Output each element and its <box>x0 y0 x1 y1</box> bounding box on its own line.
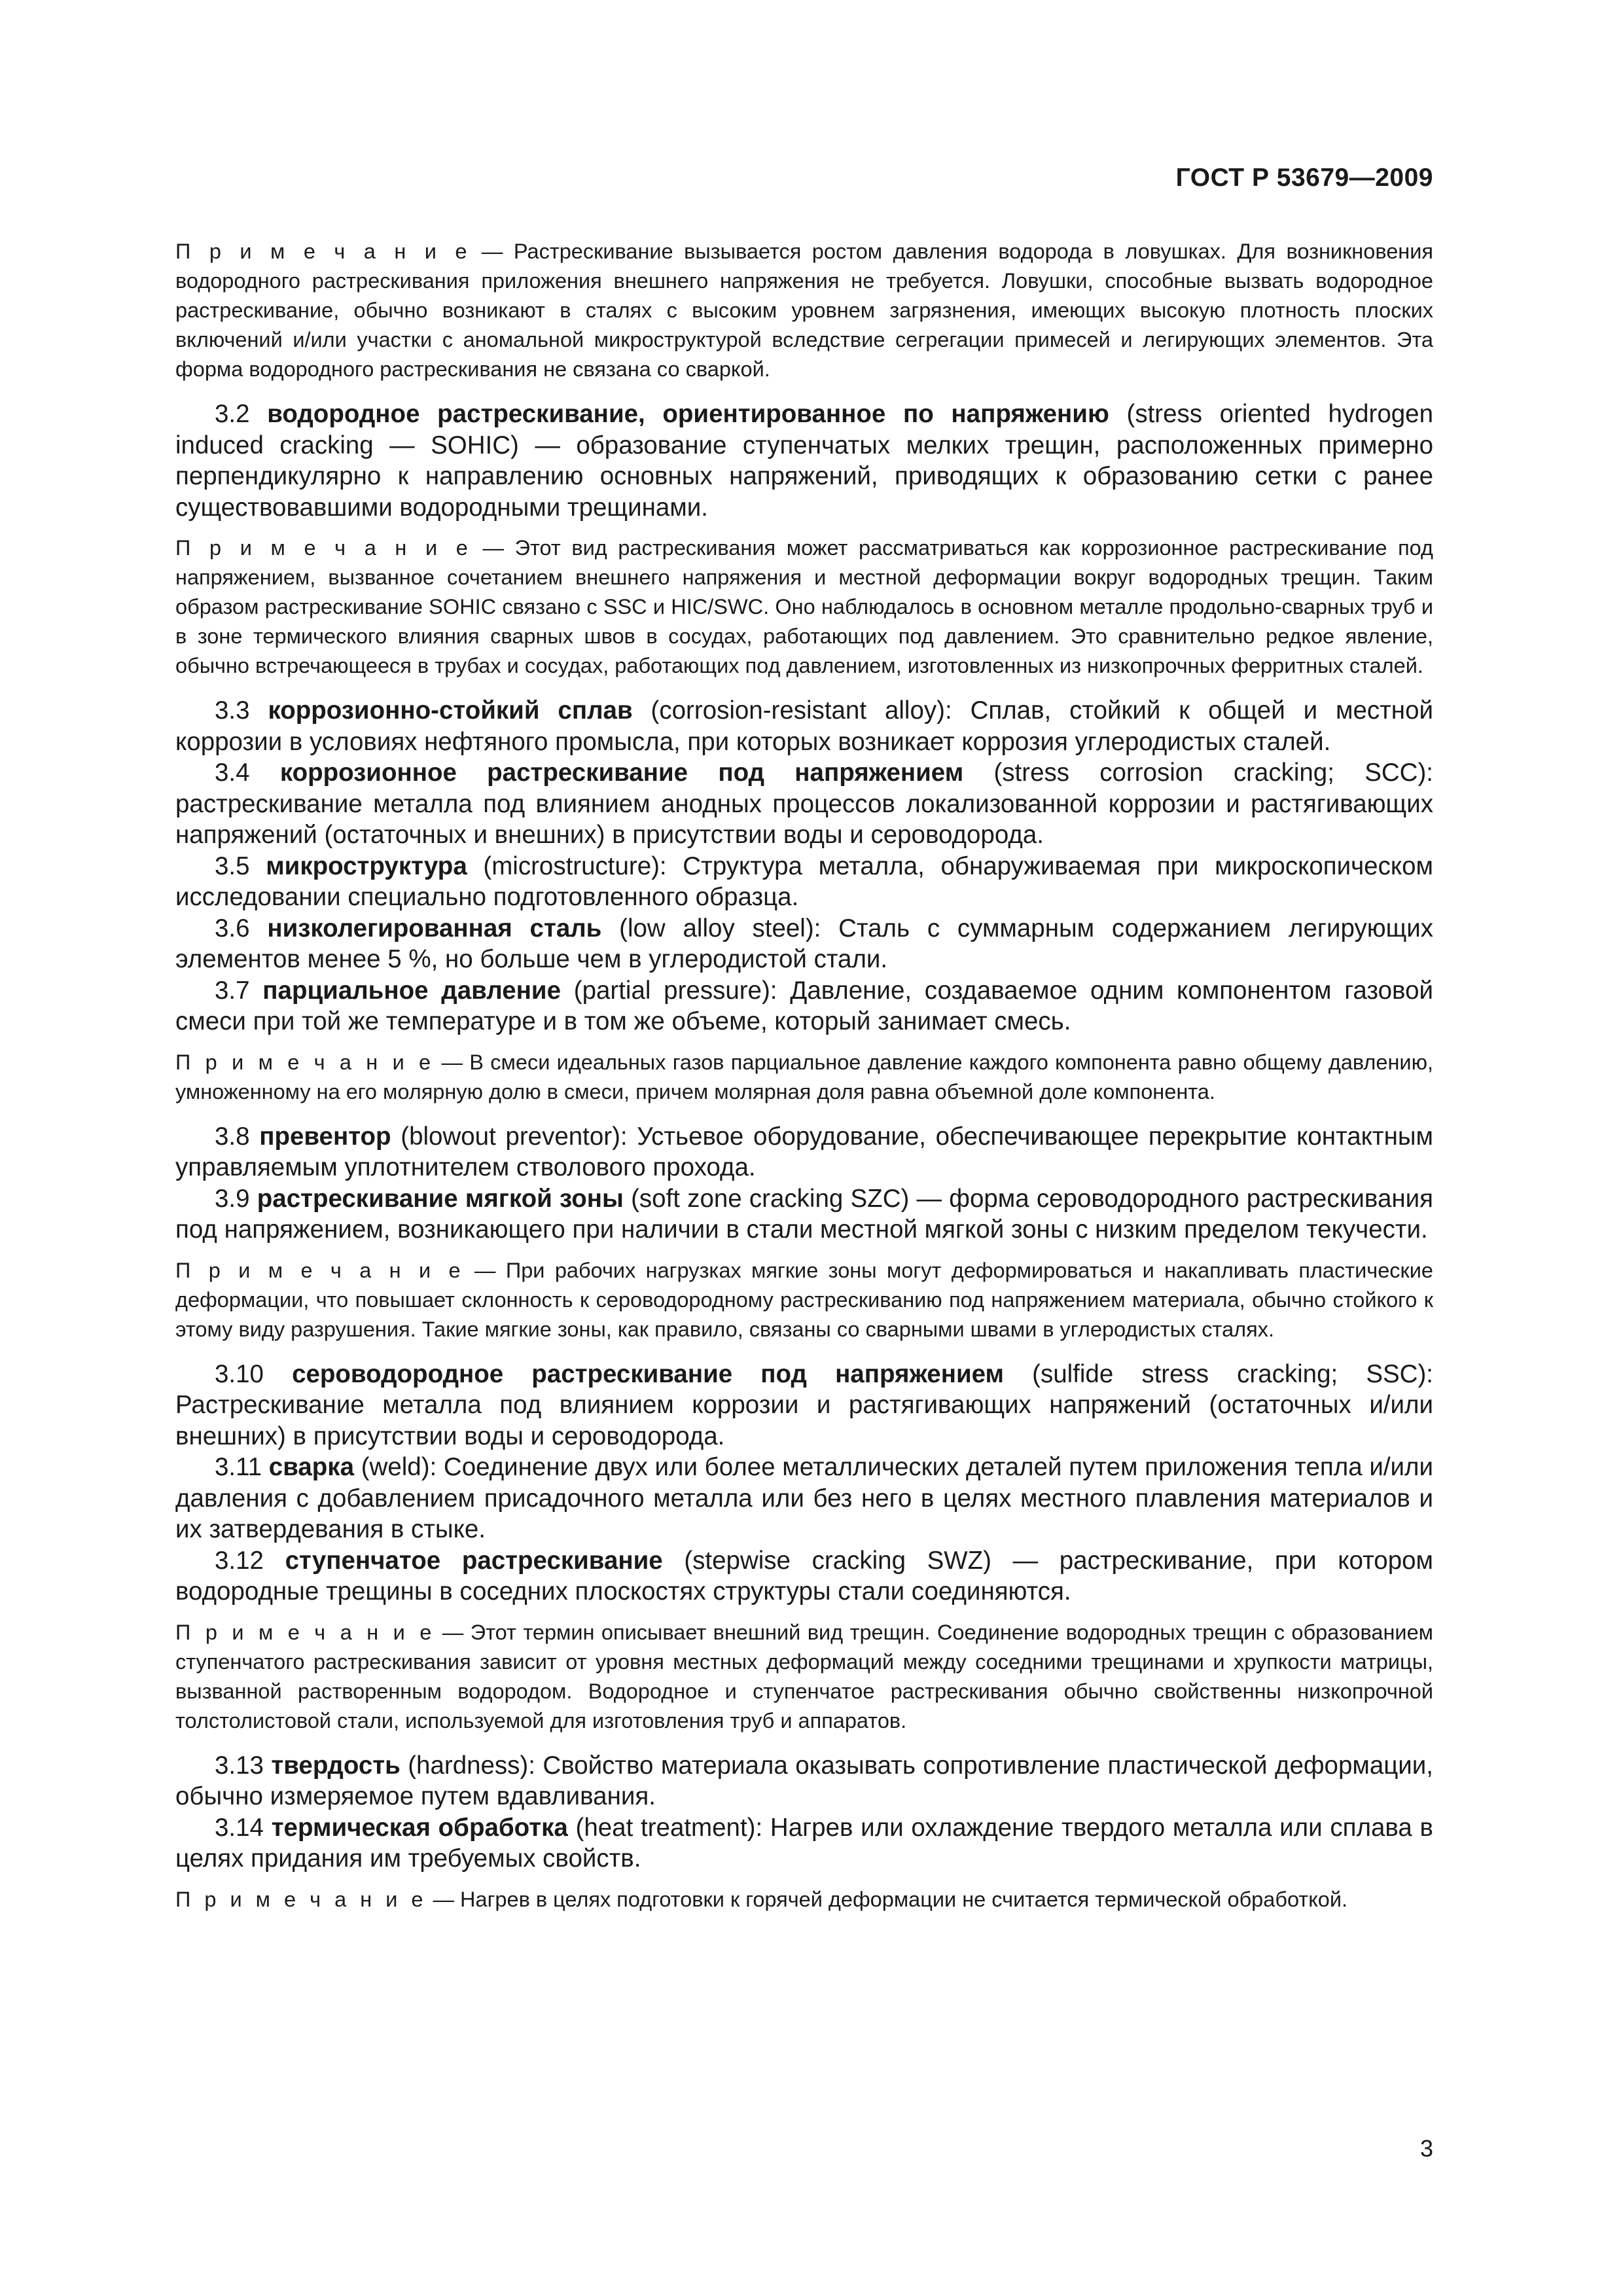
note-paragraph <box>175 1885 1433 1914</box>
note-text: — При рабочих нагрузках мягкие зоны могут деформироваться и накапливать пластические деформации, что повышает склонность к сероводородному растрескиванию под напряжением материала, обычно стойкого к этому виду разрушения. Такие мягкие зоны, как правило, связаны со сварными швами в углеродистых сталях. <box>175 1258 1433 1341</box>
term-text: (corrosion-resistant alloy): Сплав, стойкий к общей и местной коррозии в условиях нефтяного промысла, при которых возникает коррозия углеродистых сталей. <box>175 696 1433 756</box>
term-text: (microstructure): Структура металла, обнаруживаемая при микроскопическом исследовании специально подготовленного образца. <box>175 852 1433 911</box>
term-title: превентор <box>259 1122 391 1151</box>
term-definition <box>175 1121 1433 1183</box>
term-text: (sulfide stress cracking; SSC): Растрескивание металла под влиянием коррозии и растягивающих напряжений (остаточных и/или внешних) в присутствии воды и сероводорода. <box>175 1359 1433 1450</box>
document-page <box>175 0 1433 2296</box>
term-number: 3.6 <box>215 914 250 942</box>
term-title: микроструктура <box>266 852 467 880</box>
note-label: П р и м е ч а н и е <box>175 1620 436 1644</box>
spacer <box>175 523 1433 533</box>
note-paragraph <box>175 1618 1433 1736</box>
term-number: 3.14 <box>215 1813 264 1842</box>
term-number: 3.2 <box>215 400 250 428</box>
term-text: (hardness): Свойство материала оказывать сопротивление пластической деформации, обычно измеряемое путем вдавливания. <box>175 1751 1434 1810</box>
term-text: (stress corrosion cracking; SCC): растрескивание металла под влиянием анодных процессов локализованной коррозии и растягивающих напряжений (остаточных и внешних) в присутствии воды и сероводорода. <box>175 759 1433 849</box>
term-number: 3.3 <box>215 696 250 725</box>
term-number: 3.9 <box>215 1184 250 1213</box>
document-body <box>175 237 1433 1914</box>
term-definition <box>175 1812 1433 1874</box>
note-label: П р и м е ч а н и е <box>175 536 472 560</box>
spacer <box>175 1037 1433 1048</box>
term-number: 3.13 <box>215 1751 264 1780</box>
term-definition <box>175 399 1433 523</box>
note-paragraph <box>175 1048 1433 1107</box>
term-definition <box>175 695 1433 757</box>
note-paragraph <box>175 237 1433 384</box>
term-title: растрескивание мягкой зоны <box>257 1184 624 1213</box>
note-label: П р и м е ч а н и е <box>175 240 471 263</box>
note-text: — Нагрев в целях подготовки к горячей деформации не считается термической обработкой. <box>427 1887 1348 1911</box>
note-label: П р и м е ч а н и е <box>175 1258 465 1282</box>
term-text: (soft zone cracking SZC) — форма сероводородного растрескивания под напряжением, возникающего при наличии в стали местной мягкой зоны с низким пределом текучести. <box>175 1184 1433 1244</box>
term-definition <box>175 1359 1433 1452</box>
term-text: (weld): Соединение двух или более металлических деталей путем приложения тепла и/или давления с добавлением присадочного металла или без него в целях местного плавления материалов и их затвердевания в стыке. <box>175 1453 1434 1543</box>
term-definition <box>175 975 1433 1037</box>
term-text: (partial pressure): Давление, создаваемое одним компонентом газовой смеси при той же температуре и в том же объеме, который занимает смесь. <box>175 976 1433 1035</box>
term-text: (low alloy steel): Сталь с суммарным содержанием легирующих элементов менее 5 %, но больше чем в углеродистой стали. <box>175 914 1434 973</box>
term-title: парциальное давление <box>262 976 561 1005</box>
term-definition <box>175 757 1433 851</box>
term-definition <box>175 1183 1433 1246</box>
term-number: 3.5 <box>215 852 250 880</box>
term-title: термическая обработка <box>271 1813 568 1842</box>
note-label: П р и м е ч а н и е <box>175 1050 435 1074</box>
term-definition <box>175 1452 1433 1545</box>
document-designation: ГОСТ Р 53679—2009 <box>1175 164 1433 192</box>
term-number: 3.7 <box>215 976 250 1005</box>
term-title: сварка <box>268 1453 354 1481</box>
note-label: П р и м е ч а н и е <box>175 1887 427 1911</box>
spacer <box>175 384 1433 399</box>
spacer <box>175 681 1433 695</box>
spacer <box>175 1344 1433 1359</box>
term-number: 3.10 <box>215 1359 264 1388</box>
term-definition <box>175 851 1433 913</box>
term-number: 3.11 <box>215 1453 262 1481</box>
term-number: 3.12 <box>215 1546 264 1575</box>
term-title: водородное растрескивание, ориентированное по напряжению <box>267 400 1109 428</box>
term-title: твердость <box>271 1751 401 1780</box>
term-number: 3.4 <box>215 759 250 787</box>
note-text: — Этот термин описывает внешний вид трещин. Соединение водородных трещин с образованием ступенчатого растрескивания зависит от уровня местных деформаций между соседними трещинами и хрупкости матрицы, вызванной растворенным водородом. Водородное и ступенчатое растрескивания обычно свойственны низкопрочной толстолистовой стали, используемой для изготовления труб и аппаратов. <box>175 1620 1433 1732</box>
page-number: 3 <box>1419 2135 1433 2162</box>
term-title: низколегированная сталь <box>267 914 602 942</box>
term-title: коррозионно-стойкий сплав <box>268 696 633 725</box>
term-text: (blowout preventor): Устьевое оборудование, обеспечивающее перекрытие контактным управляемым уплотнителем стволового прохода. <box>175 1122 1433 1181</box>
note-text: — В смеси идеальных газов парциальное давление каждого компонента равно общему давлению, умноженному на его молярную долю в смеси, причем молярная доля равна объемной доле компонента. <box>175 1050 1433 1103</box>
term-definition <box>175 1750 1433 1812</box>
note-paragraph <box>175 1256 1433 1344</box>
note-text: — Этот вид растрескивания может рассматриваться как коррозионное растрескивание под напряжением, вызванное сочетанием внешнего напряжения и местной деформации вокруг водородных трещин. Таким образом растрескивание SOHIC связано с SSC и HIC/SWC. Оно наблюдалось в основном металле продольно-сварных труб и в зоне термического влияния сварных швов в сосудах, работающих под давлением. Это сравнительно редкое явление, обычно встречающееся в трубах и сосудах, работающих под давлением, изготовленных из низкопрочных ферритных сталей. <box>175 536 1433 677</box>
spacer <box>175 1874 1433 1885</box>
term-title: сероводородное растрескивание под напряжением <box>292 1359 1005 1388</box>
spacer <box>175 1107 1433 1121</box>
note-text: — Растрескивание вызывается ростом давления водорода в ловушках. Для возникновения водородного растрескивания приложения внешнего напряжения не требуется. Ловушки, способные вызвать водородное растрескивание, обычно возникают в сталях с высоким уровнем загрязнения, имеющих высокую плотность плоских включений и/или участки с аномальной микроструктурой вследствие сегрегации примесей и легирующих элементов. Эта форма водородного растрескивания не связана со сваркой. <box>175 240 1433 381</box>
term-text: (stepwise cracking SWZ) — растрескивание, при котором водородные трещины в соседних плоскостях структуры стали соединяются. <box>175 1546 1434 1605</box>
spacer <box>175 1246 1433 1256</box>
term-text: (stress oriented hydrogen induced cracking — SOHIC) — образование ступенчатых мелких трещин, расположенных примерно перпендикулярно к направлению основных напряжений, приводящих к образованию сетки с ранее существовавшими водородными трещинами. <box>175 400 1434 522</box>
spacer <box>175 1607 1433 1618</box>
note-paragraph <box>175 533 1433 681</box>
term-title: ступенчатое растрескивание <box>285 1546 663 1575</box>
term-definition <box>175 1545 1433 1607</box>
spacer <box>175 1736 1433 1750</box>
term-title: коррозионное растрескивание под напряжением <box>279 759 964 787</box>
term-number: 3.8 <box>215 1122 250 1151</box>
term-definition <box>175 913 1433 975</box>
term-text: (heat treatment): Нагрев или охлаждение твердого металла или сплава в целях придания им требуемых свойств. <box>175 1813 1434 1873</box>
